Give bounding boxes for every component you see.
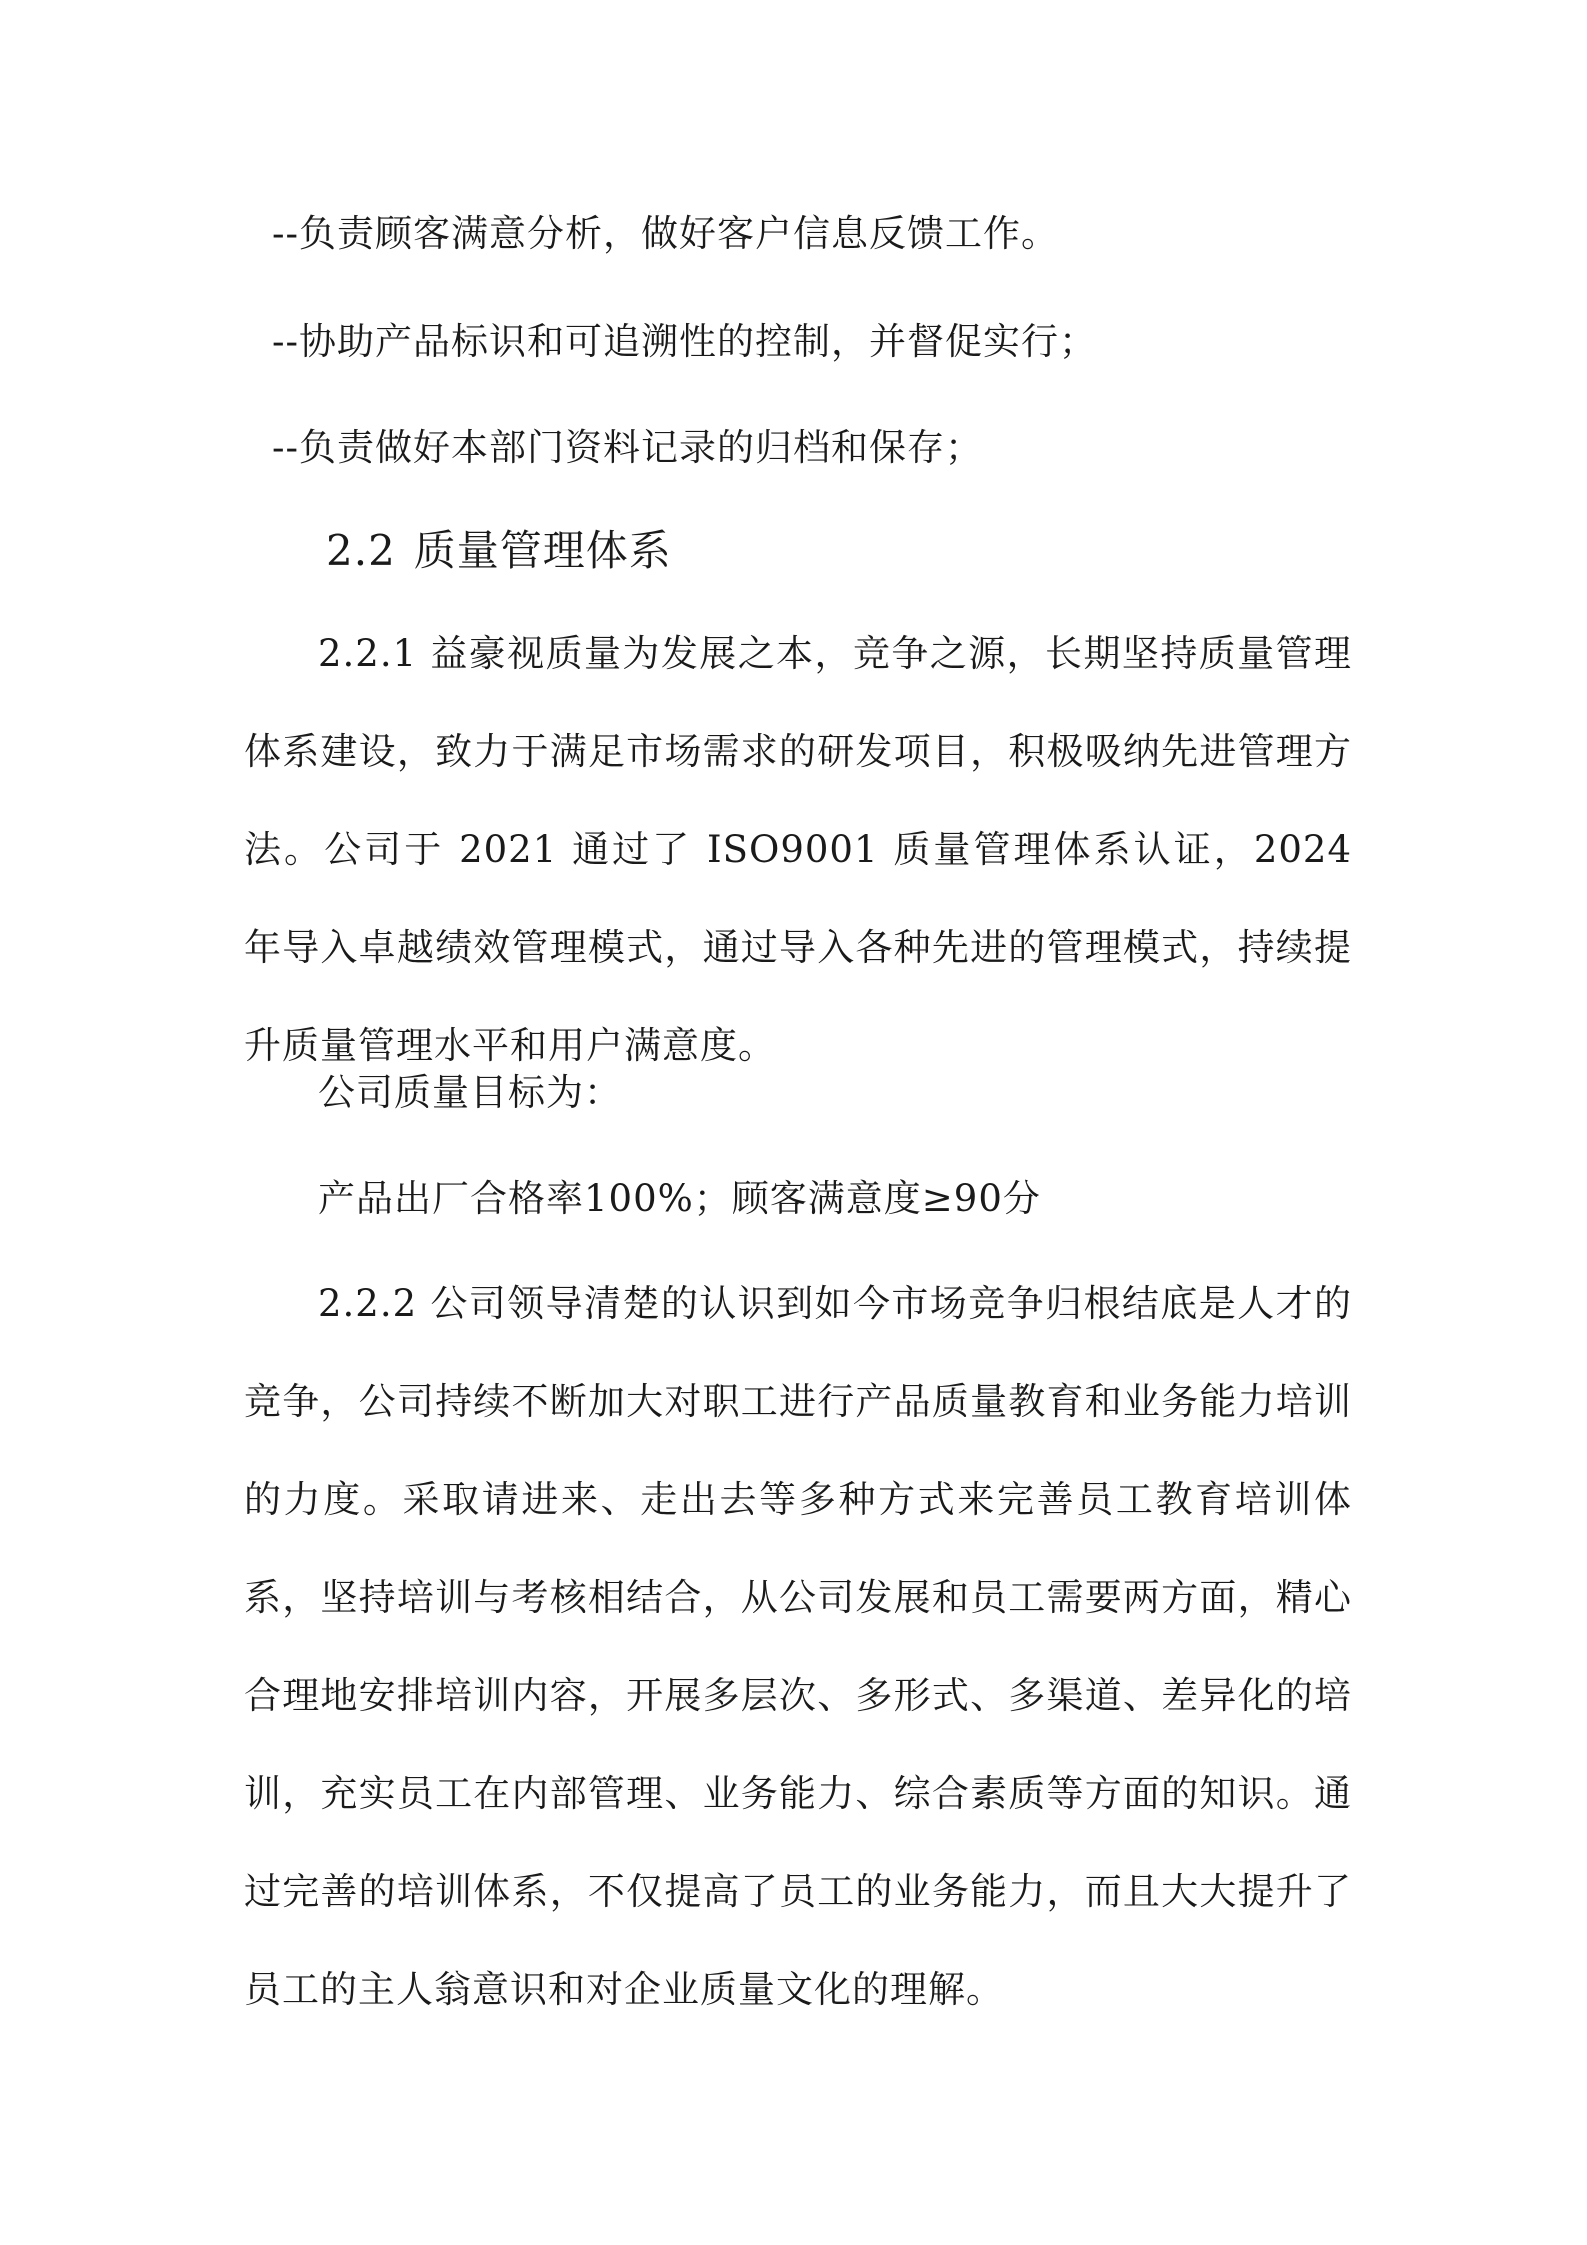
bullet-product-traceability: --协助产品标识和可追溯性的控制，并督促实行； xyxy=(272,320,1098,363)
section-title: 质量管理体系 xyxy=(413,526,672,575)
paragraph-2-2-2: 2.2.2 公司领导清楚的认识到如今市场竞争归根结底是人才的竞争，公司持续不断加大对职工进行产品质量教育和业务能力培训的力度。采取请进来、走出去等多种方式来完善员工教育培训体系，坚持培训与考核相结合，从公司发展和员工需要两方面，精心合理地安排培训内容，开展多层次、多形式、多渠道、差异化的培训，充实员工在内部管理、业务能力、综合素质等方面的知识。通过完善的培训体系，不仅提高了员工的业务能力，而且大大提升了员工的主人翁意识和对企业质量文化的理解。 xyxy=(244,1282,1352,2011)
section-heading xyxy=(326,524,672,578)
bullet-customer-satisfaction: --负责顾客满意分析，做好客户信息反馈工作。 xyxy=(272,212,1060,255)
paragraph-2-2-1: 2.2.1 益豪视质量为发展之本，竞争之源，长期坚持质量管理体系建设，致力于满足市场需求的研发项目，积极吸纳先进管理方法。公司于 2021 通过了 ISO9001 质量管理体系认证，2024 年导入卓越绩效管理模式，通过导入各种先进的管理模式，持续提升质量管理水平和用户满意度。 xyxy=(244,632,1352,1067)
quality-goal-intro: 公司质量目标为： xyxy=(318,1071,622,1114)
quality-goal-values: 产品出厂合格率100%；顾客满意度≥90分 xyxy=(318,1177,1041,1220)
section-number: 2.2 xyxy=(326,526,396,575)
bullet-records-archiving: --负责做好本部门资料记录的归档和保存； xyxy=(272,426,984,469)
